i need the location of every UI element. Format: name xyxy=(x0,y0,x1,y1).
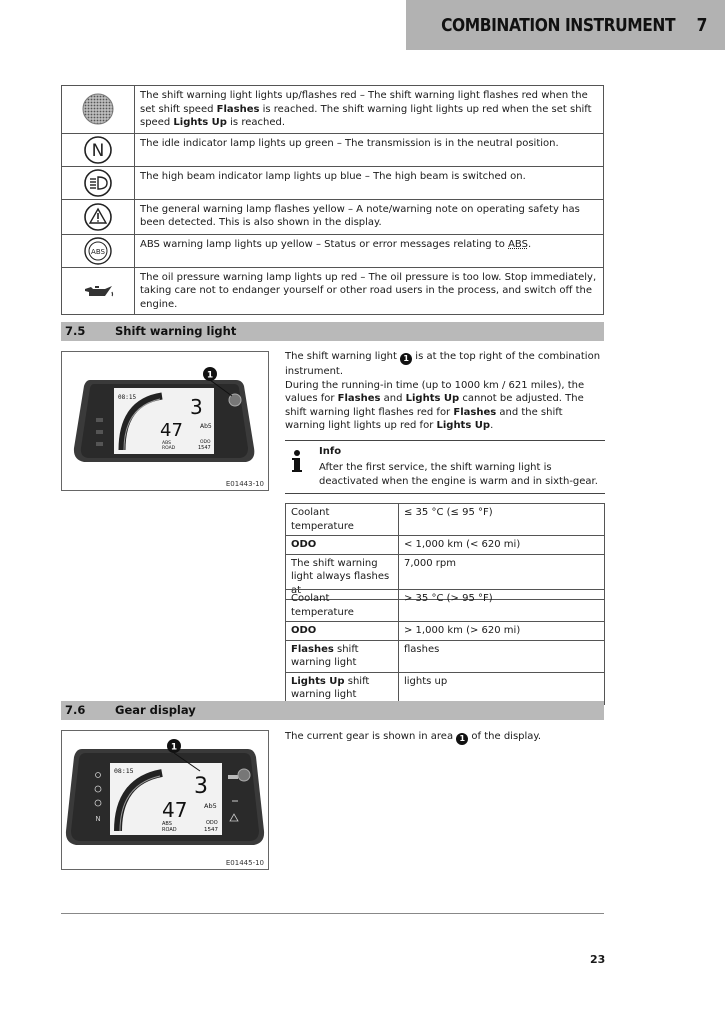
table-row: The shift warning light always flashes at 7,000 rpm xyxy=(286,554,605,600)
svg-text:08:15: 08:15 xyxy=(114,767,134,775)
table-row: Flashes shift warning light flashes xyxy=(286,640,605,672)
table-row: The general warning lamp flashes yellow – A note/warning note on operating safety has been detected. This is also shown in the display. xyxy=(62,199,604,234)
table-row: Coolant temperature ≤ 35 °C (≤ 95 °F) xyxy=(286,504,605,536)
svg-text:ABS: ABS xyxy=(91,247,105,256)
table-row: Lights Up shift warning light lights up xyxy=(286,672,605,704)
svg-text:ROAD: ROAD xyxy=(162,446,176,451)
svg-text:ODO: ODO xyxy=(206,820,218,826)
callout-marker: 1 xyxy=(456,733,468,745)
table-row: The oil pressure warning lamp lights up red – The oil pressure is too low. Stop immediately, taking care not to endanger yourself or other road users in the process, and switch off the engine. xyxy=(62,267,604,315)
indicator-title: The general warning lamp flashes yellow xyxy=(140,203,345,215)
indicator-title: ABS warning lamp lights up yellow xyxy=(140,238,313,250)
svg-text:N: N xyxy=(95,815,101,823)
gear-display-text: The current gear is shown in area 1 of the display. xyxy=(285,731,542,743)
figure-shift-warning xyxy=(61,351,269,491)
shift-warning-text: The shift warning light 1 is at the top right of the combination instrument. During the running-in time (up to 1000 km / 621 miles), the values for Flashes and Lights Up cannot be adjusted. The shift warning light flashes red for Flashes and the shift warning light lights up red for Lights Up. xyxy=(285,351,601,431)
dashboard-illustration xyxy=(62,352,268,490)
neutral-icon xyxy=(83,135,113,165)
svg-text:Ab5: Ab5 xyxy=(204,802,217,810)
high-beam-icon xyxy=(83,168,113,198)
info-title: Info xyxy=(319,446,342,457)
svg-text:3: 3 xyxy=(190,395,203,419)
svg-text:Ab5: Ab5 xyxy=(200,423,212,430)
table-row: The high beam indicator lamp lights up blue – The high beam is switched on. xyxy=(62,166,604,199)
table-row: The shift warning light lights up/flashes red – The shift warning light flashes red when the set shift speed Flashes is reached. The shift warning light lights up red when the set shift speed Lights Up is reached. xyxy=(62,86,604,134)
svg-text:ABS: ABS xyxy=(162,821,172,827)
indicator-title: The high beam indicator lamp lights up blue xyxy=(140,170,362,182)
figure-code: E01445-10 xyxy=(225,859,264,867)
chapter-header xyxy=(406,0,725,50)
oil-pressure-icon xyxy=(81,280,115,302)
chapter-number: 7 xyxy=(696,14,707,36)
abs-warning-icon xyxy=(83,236,113,266)
table-row: ABS ABS warning lamp lights up yellow – Status or error messages relating to ABS. xyxy=(62,234,604,267)
dashboard-illustration xyxy=(62,731,268,869)
svg-text:ROAD: ROAD xyxy=(162,827,177,833)
info-text: After the first service, the shift warning light is deactivated when the engine is warm and in sixth-gear. xyxy=(319,462,598,487)
table-row: N The idle indicator lamp lights up green – The transmission is in the neutral position. xyxy=(62,133,604,166)
section-heading-7-5: 7.5 Shift warning light xyxy=(61,322,604,341)
section-heading-7-6: 7.6 Gear display xyxy=(61,701,604,720)
svg-text:1547: 1547 xyxy=(198,445,211,451)
table-row: ODO > 1,000 km (> 620 mi) xyxy=(286,622,605,641)
svg-text:3: 3 xyxy=(194,774,208,799)
post-running-in-conditions-table xyxy=(285,589,605,705)
indicator-lamp-table xyxy=(61,85,604,315)
general-warning-icon xyxy=(83,202,113,232)
info-icon xyxy=(288,448,310,474)
running-in-conditions-table xyxy=(285,503,605,600)
chapter-title: COMBINATION INSTRUMENT xyxy=(440,14,675,36)
footer-rule xyxy=(61,913,604,914)
svg-text:1: 1 xyxy=(170,742,178,753)
figure-gear-display xyxy=(61,730,269,870)
table-row: Coolant temperature > 35 °C (> 95 °F) xyxy=(286,590,605,622)
svg-text:47: 47 xyxy=(162,798,188,822)
callout-marker: 1 xyxy=(400,353,412,365)
svg-text:47: 47 xyxy=(160,420,183,441)
svg-text:08:15: 08:15 xyxy=(118,394,137,401)
indicator-title: The idle indicator lamp lights up green xyxy=(140,137,334,149)
indicator-title: The oil pressure warning lamp lights up red xyxy=(140,271,358,283)
svg-text:1: 1 xyxy=(206,370,214,381)
svg-text:N: N xyxy=(91,140,105,161)
indicator-title: The shift warning light lights up/flashes red xyxy=(140,90,357,101)
info-box xyxy=(285,440,605,494)
figure-code: E01443-10 xyxy=(225,480,264,488)
svg-text:ABS: ABS xyxy=(162,441,171,446)
page-number: 23 xyxy=(590,953,606,966)
svg-text:1547: 1547 xyxy=(204,827,218,833)
svg-text:ODO: ODO xyxy=(200,440,211,445)
shift-warning-dots-icon xyxy=(81,92,115,126)
table-row: ODO < 1,000 km (< 620 mi) xyxy=(286,536,605,555)
